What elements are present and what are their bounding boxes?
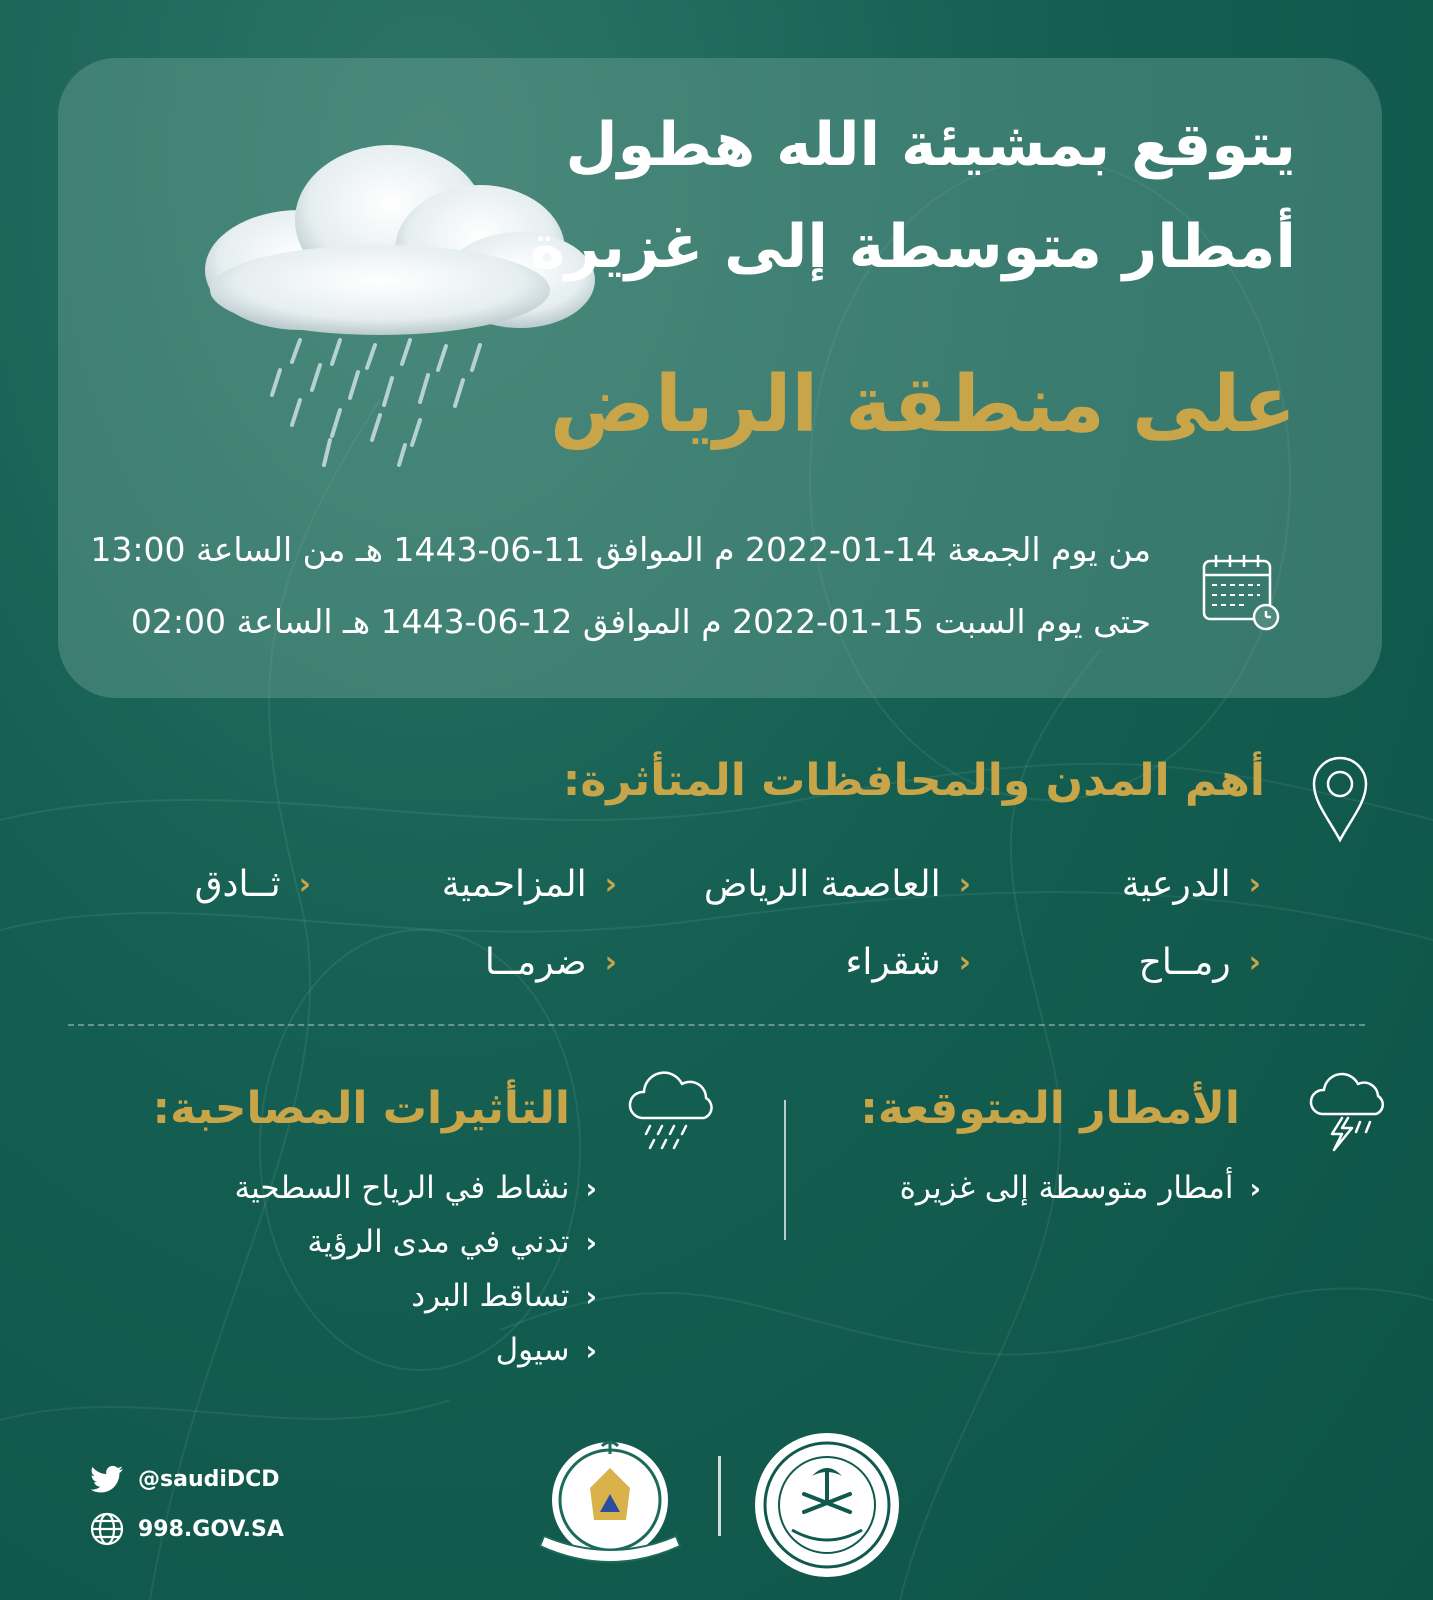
city-label: شقراء [845, 942, 941, 983]
city-item [1122, 864, 1261, 905]
city-item [442, 864, 617, 905]
city-item [485, 942, 617, 983]
effect-label: سيول [495, 1332, 570, 1368]
city-label: ضرمــا [484, 942, 587, 983]
effect-item [411, 1278, 597, 1314]
location-pin-icon [1310, 754, 1370, 844]
expected-rain-item [900, 1170, 1261, 1206]
chevron-icon: ‹ [585, 1279, 597, 1313]
city-label: العاصمة الرياض [703, 864, 941, 905]
cities-title: أهم المدن والمحافظات المتأثرة: [562, 755, 1265, 806]
city-item [704, 864, 971, 905]
headline-line-2: أمطار متوسطة إلى غزيرة [529, 212, 1296, 282]
effects-title: التأثيرات المصاحبة: [152, 1083, 570, 1134]
globe-icon [90, 1512, 124, 1546]
rain-cloud-icon [628, 1068, 720, 1160]
effect-label: تدني في مدى الرؤية [307, 1224, 570, 1260]
effect-item [307, 1224, 597, 1260]
twitter-handle-label: @saudiDCD [138, 1466, 280, 1492]
chevron-icon: ‹ [585, 1333, 597, 1367]
chevron-icon: ‹ [1248, 867, 1261, 902]
city-item [1139, 942, 1261, 983]
date-to: حتى يوم السبت 15-01-2022 م الموافق 12-06-1443 هـ الساعة 02:00 [130, 602, 1151, 641]
chevron-icon: ‹ [1248, 945, 1261, 980]
city-label: الدرعية [1121, 864, 1231, 905]
section-divider [68, 1024, 1365, 1026]
effect-label: تساقط البرد [411, 1278, 570, 1314]
date-from: من يوم الجمعة 14-01-2022 م الموافق 11-06-1443 هـ من الساعة 13:00 [90, 530, 1151, 569]
civil-defense-logo [530, 1428, 690, 1578]
chevron-icon: ‹ [585, 1171, 597, 1205]
headline-region: على منطقة الرياض [550, 360, 1296, 450]
city-item [845, 942, 971, 983]
city-label: ثــادق [194, 864, 281, 905]
calendar-clock-icon [1200, 553, 1284, 633]
twitter-icon [90, 1465, 124, 1493]
expected-rain-label: أمطار متوسطة إلى غزيرة [899, 1170, 1234, 1206]
chevron-icon: ‹ [604, 867, 617, 902]
twitter-handle[interactable] [90, 1465, 280, 1493]
effect-label: نشاط في الرياح السطحية [234, 1170, 570, 1206]
logo-separator [718, 1456, 721, 1536]
chevron-icon: ‹ [958, 867, 971, 902]
thunder-cloud-icon [1306, 1070, 1390, 1154]
chevron-icon: ‹ [958, 945, 971, 980]
effect-item [234, 1170, 597, 1206]
city-label: رمــاح [1138, 942, 1231, 983]
chevron-icon: ‹ [1249, 1171, 1261, 1205]
chevron-icon: ‹ [604, 945, 617, 980]
website-label: 998.GOV.SA [138, 1516, 284, 1542]
headline-line-1: يتوقع بمشيئة الله هطول [565, 110, 1296, 180]
city-label: المزاحمية [441, 864, 587, 905]
chevron-icon: ‹ [585, 1225, 597, 1259]
city-item [195, 864, 311, 905]
website-link[interactable] [90, 1512, 284, 1546]
chevron-icon: ‹ [298, 867, 311, 902]
effect-item [496, 1332, 597, 1368]
column-divider [784, 1100, 786, 1240]
expected-rain-title: الأمطار المتوقعة: [860, 1083, 1240, 1134]
ministry-of-interior-logo [752, 1430, 902, 1580]
